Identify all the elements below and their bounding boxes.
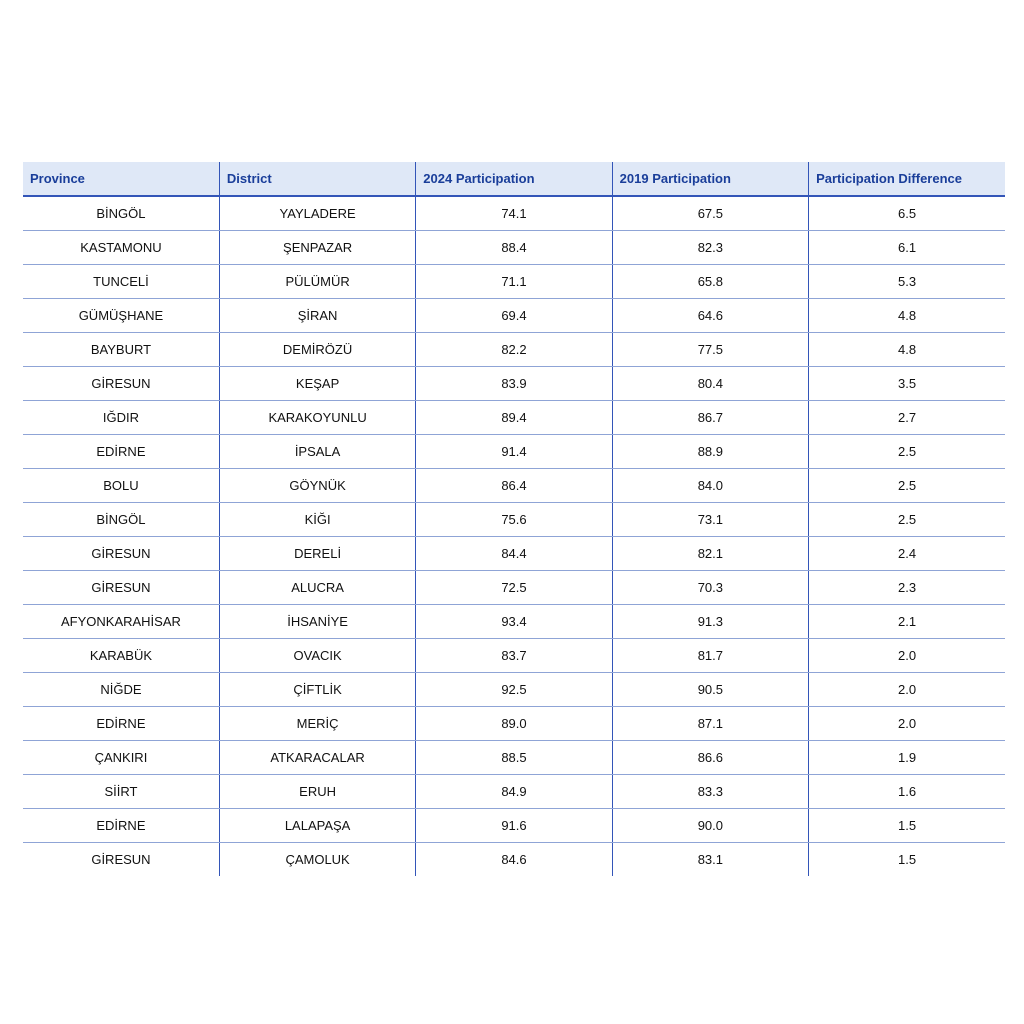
participation-2019-cell: 73.1 xyxy=(612,503,808,537)
district-cell: ÇİFTLİK xyxy=(219,673,415,707)
table-row xyxy=(23,673,1005,707)
participation-difference-cell: 2.0 xyxy=(809,707,1005,741)
participation-2019-cell: 80.4 xyxy=(612,367,808,401)
participation-2024-cell: 89.0 xyxy=(416,707,612,741)
district-cell: KARAKOYUNLU xyxy=(219,401,415,435)
table-row xyxy=(23,196,1005,231)
province-cell: GİRESUN xyxy=(23,537,219,571)
table-row xyxy=(23,265,1005,299)
province-cell: KARABÜK xyxy=(23,639,219,673)
table-row xyxy=(23,809,1005,843)
district-cell: PÜLÜMÜR xyxy=(219,265,415,299)
province-cell: BOLU xyxy=(23,469,219,503)
participation-2024-cell: 84.6 xyxy=(416,843,612,877)
province-cell: BAYBURT xyxy=(23,333,219,367)
participation-2019-cell: 64.6 xyxy=(612,299,808,333)
participation-2019-cell: 82.1 xyxy=(612,537,808,571)
province-cell: GİRESUN xyxy=(91,852,151,867)
district-cell: ŞİRAN xyxy=(219,299,415,333)
district-cell: İHSANİYE xyxy=(219,605,415,639)
table-row xyxy=(23,367,1005,401)
participation-2024-cell: 74.1 xyxy=(416,196,612,231)
participation-difference-cell: 3.5 xyxy=(809,367,1005,401)
participation-difference-cell: 1.5 xyxy=(809,809,1005,843)
district-cell: ATKARACALAR xyxy=(219,741,415,775)
table-body xyxy=(23,196,1005,876)
participation-2019-cell: 86.6 xyxy=(612,741,808,775)
district-cell: ÇAMOLUK xyxy=(219,843,415,877)
column-header-2024-participation: 2024 Participation xyxy=(416,162,612,196)
table-row xyxy=(23,639,1005,673)
participation-difference-cell: 4.8 xyxy=(809,333,1005,367)
participation-difference-cell: 2.7 xyxy=(809,401,1005,435)
column-header-2019-participation: 2019 Participation xyxy=(612,162,808,196)
province-cell: EDİRNE xyxy=(23,809,219,843)
table-row xyxy=(23,299,1005,333)
district-cell: DERELİ xyxy=(219,537,415,571)
participation-difference-cell: 5.3 xyxy=(809,265,1005,299)
province-cell: IĞDIR xyxy=(23,401,219,435)
table-row xyxy=(23,231,1005,265)
participation-2024-cell: 86.4 xyxy=(416,469,612,503)
table-header xyxy=(23,162,1005,196)
participation-2024-cell: 83.7 xyxy=(416,639,612,673)
participation-2024-cell: 88.5 xyxy=(416,741,612,775)
participation-difference-cell: 1.9 xyxy=(809,741,1005,775)
participation-difference-cell: 6.1 xyxy=(809,231,1005,265)
district-cell: ALUCRA xyxy=(219,571,415,605)
participation-difference-cell: 1.5 xyxy=(809,843,1005,877)
participation-difference-cell: 2.0 xyxy=(809,673,1005,707)
participation-difference-cell: 1.6 xyxy=(809,775,1005,809)
participation-difference-cell: 2.4 xyxy=(809,537,1005,571)
participation-2019-cell: 77.5 xyxy=(612,333,808,367)
participation-2019-cell: 81.7 xyxy=(612,639,808,673)
participation-difference-cell: 2.5 xyxy=(809,503,1005,537)
district-cell: KİĞI xyxy=(219,503,415,537)
district-cell: MERİÇ xyxy=(219,707,415,741)
district-cell: ŞENPAZAR xyxy=(219,231,415,265)
district-cell: OVACIK xyxy=(219,639,415,673)
participation-difference-cell: 2.0 xyxy=(809,639,1005,673)
province-cell: TUNCELİ xyxy=(23,265,219,299)
participation-2019-cell: 87.1 xyxy=(612,707,808,741)
participation-2024-cell: 82.2 xyxy=(416,333,612,367)
table-row xyxy=(23,843,1005,877)
participation-2024-cell: 83.9 xyxy=(416,367,612,401)
participation-difference-cell: 6.5 xyxy=(809,196,1005,231)
province-cell: SİİRT xyxy=(23,775,219,809)
participation-2019-cell: 90.0 xyxy=(612,809,808,843)
participation-2024-cell: 84.4 xyxy=(416,537,612,571)
district-cell: YAYLADERE xyxy=(219,196,415,231)
participation-2024-cell: 91.6 xyxy=(416,809,612,843)
table-row xyxy=(23,503,1005,537)
participation-difference-cell: 2.3 xyxy=(809,571,1005,605)
province-cell: BİNGÖL xyxy=(23,503,219,537)
participation-2019-cell: 67.5 xyxy=(612,196,808,231)
table-row xyxy=(23,775,1005,809)
province-cell: NİĞDE xyxy=(23,673,219,707)
participation-2019-cell: 86.7 xyxy=(612,401,808,435)
participation-2024-cell: 75.6 xyxy=(416,503,612,537)
participation-2019-cell: 82.3 xyxy=(612,231,808,265)
province-cell: GÜMÜŞHANE xyxy=(23,299,219,333)
table-row xyxy=(23,707,1005,741)
province-cell: EDİRNE xyxy=(23,707,219,741)
participation-2019-cell: 83.3 xyxy=(612,775,808,809)
participation-2024-cell: 88.4 xyxy=(416,231,612,265)
column-header-participation-difference: Participation Difference xyxy=(809,162,1005,196)
district-cell: DEMİRÖZÜ xyxy=(219,333,415,367)
participation-2019-cell: 65.8 xyxy=(612,265,808,299)
province-cell: ÇANKIRI xyxy=(23,741,219,775)
column-header-province: Province xyxy=(23,162,219,196)
district-cell: GÖYNÜK xyxy=(219,469,415,503)
participation-2024-cell: 92.5 xyxy=(416,673,612,707)
table-row xyxy=(23,435,1005,469)
participation-2024-cell: 71.1 xyxy=(416,265,612,299)
table-row xyxy=(23,401,1005,435)
province-cell: KASTAMONU xyxy=(23,231,219,265)
participation-difference-cell: 2.5 xyxy=(809,469,1005,503)
province-cell: GİRESUN xyxy=(23,571,219,605)
participation-2019-cell: 70.3 xyxy=(612,571,808,605)
participation-2019-cell: 84.0 xyxy=(612,469,808,503)
participation-table-container xyxy=(23,162,1005,876)
table-row xyxy=(23,537,1005,571)
district-cell: ERUH xyxy=(219,775,415,809)
table-row xyxy=(23,741,1005,775)
column-header-district: District xyxy=(219,162,415,196)
table-row xyxy=(23,333,1005,367)
participation-difference-cell: 2.5 xyxy=(809,435,1005,469)
participation-2024-cell: 69.4 xyxy=(416,299,612,333)
province-cell: BİNGÖL xyxy=(23,196,219,231)
province-cell: AFYONKARAHİSAR xyxy=(23,605,219,639)
district-cell: LALAPAŞA xyxy=(219,809,415,843)
participation-2019-cell: 83.1 xyxy=(612,843,808,877)
district-cell: İPSALA xyxy=(219,435,415,469)
participation-2019-cell: 88.9 xyxy=(612,435,808,469)
province-cell: EDİRNE xyxy=(23,435,219,469)
district-cell: KEŞAP xyxy=(219,367,415,401)
participation-2024-cell: 91.4 xyxy=(416,435,612,469)
header-row xyxy=(23,162,1005,196)
participation-2019-cell: 90.5 xyxy=(612,673,808,707)
table-row xyxy=(23,605,1005,639)
participation-2024-cell: 93.4 xyxy=(416,605,612,639)
participation-2024-cell: 72.5 xyxy=(416,571,612,605)
province-cell: GİRESUN xyxy=(23,367,219,401)
participation-2019-cell: 91.3 xyxy=(612,605,808,639)
table-row xyxy=(23,571,1005,605)
participation-table xyxy=(23,162,1005,876)
participation-difference-cell: 2.1 xyxy=(809,605,1005,639)
participation-2024-cell: 84.9 xyxy=(416,775,612,809)
participation-2024-cell: 89.4 xyxy=(416,401,612,435)
table-row xyxy=(23,469,1005,503)
participation-difference-cell: 4.8 xyxy=(809,299,1005,333)
